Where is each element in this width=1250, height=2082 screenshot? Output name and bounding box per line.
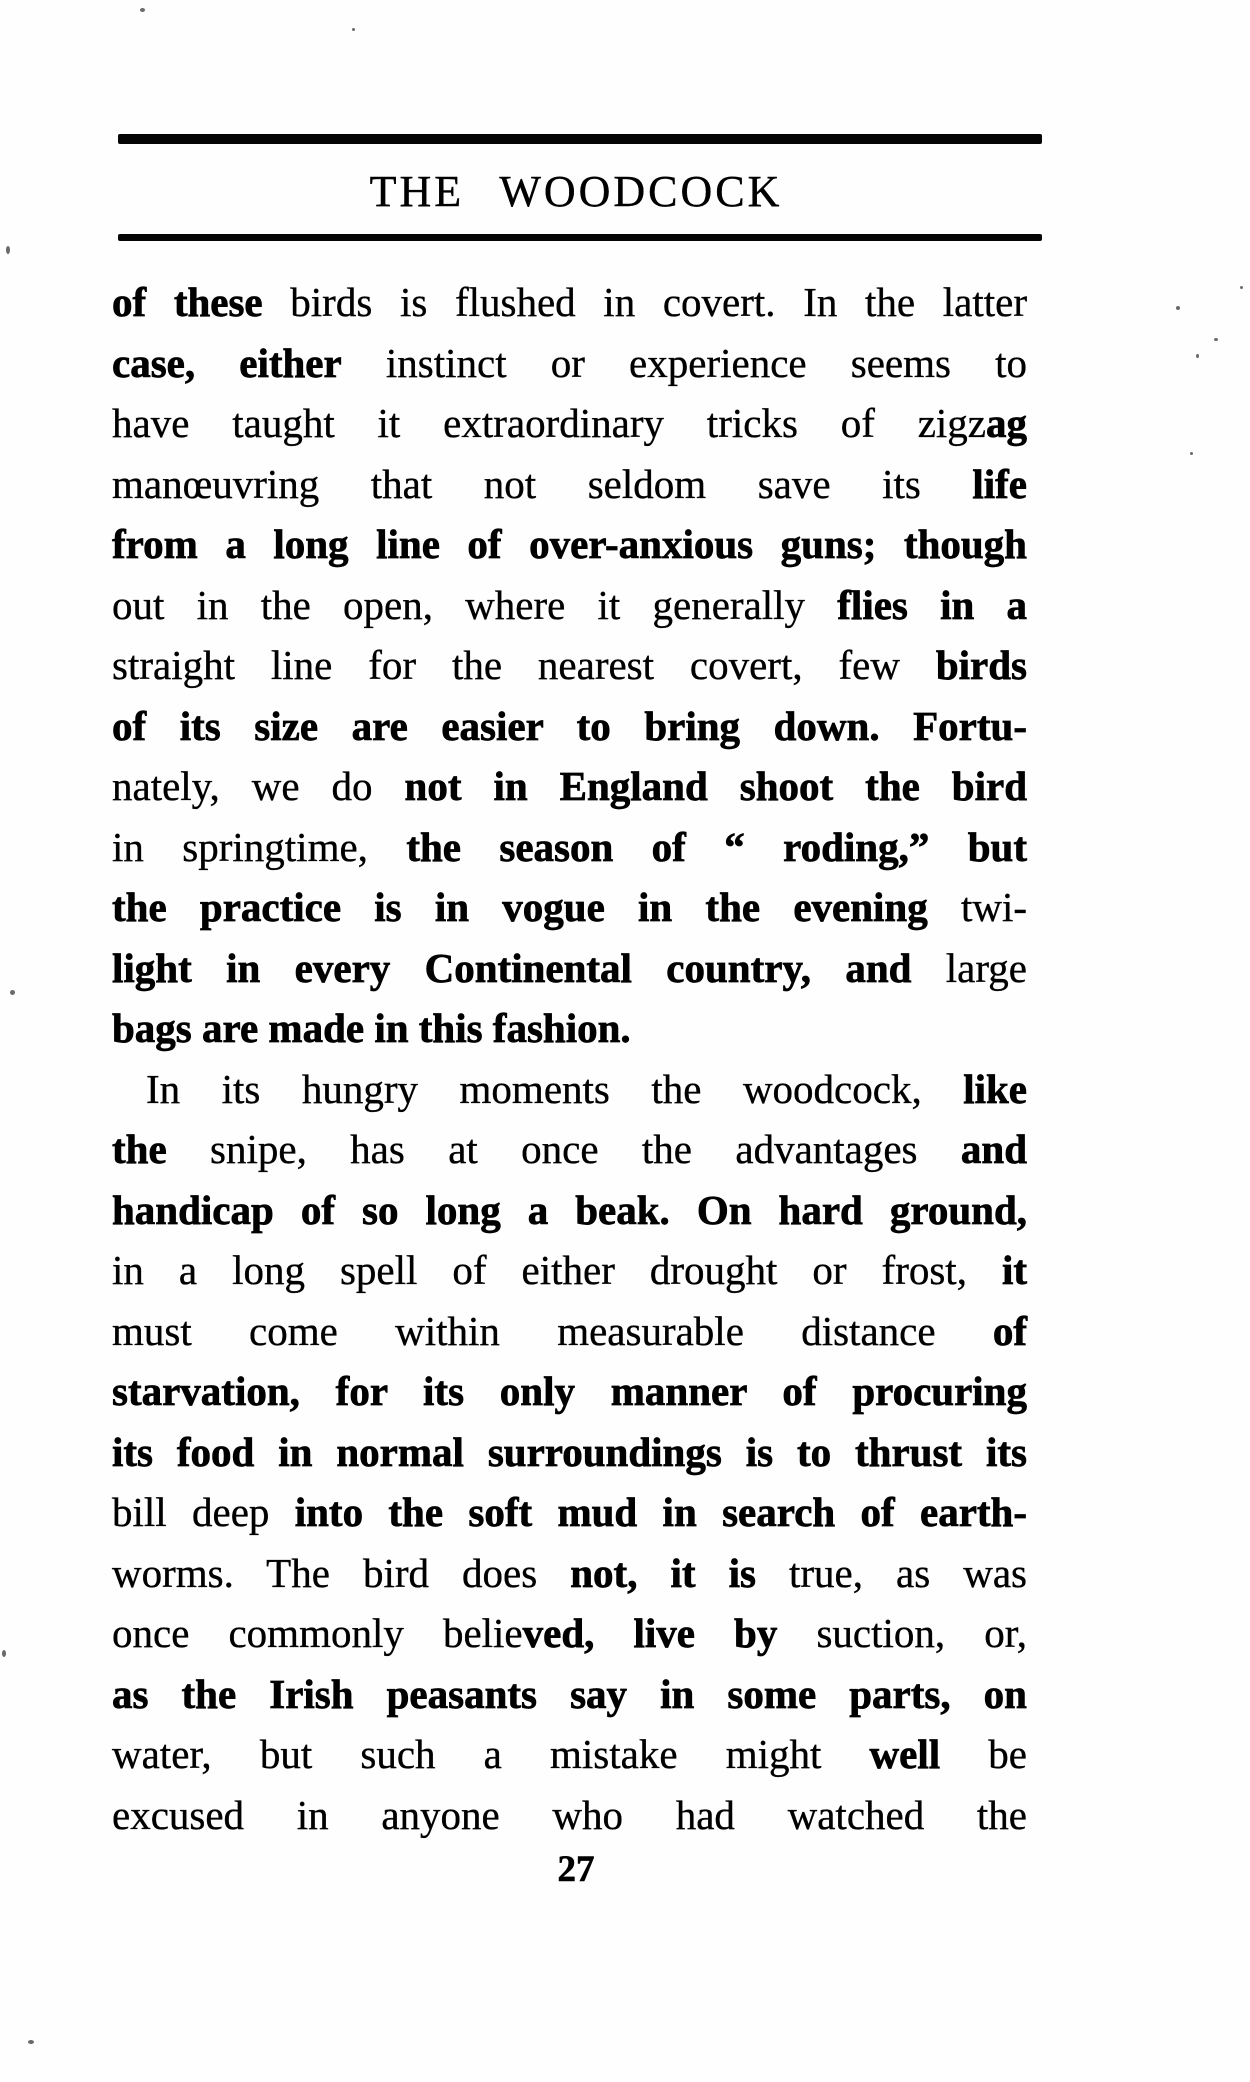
text-line xyxy=(112,1543,1027,1604)
text-line xyxy=(112,817,1027,878)
text-line xyxy=(112,1603,1027,1664)
text-segment: nately, we do xyxy=(112,763,405,809)
text-segment: twi- xyxy=(927,884,1027,930)
text-line xyxy=(112,1422,1027,1483)
text-line xyxy=(112,756,1027,817)
text-segment: manœuvring that not seldom save its xyxy=(112,460,973,507)
text-segment: out in the open, where it generally xyxy=(112,581,838,628)
text-segment-heavy-ink: handicap of so long a beak. On hard ground, xyxy=(112,1186,1027,1233)
text-segment-heavy-ink: not in England shoot the bird xyxy=(404,763,1027,809)
header-rule-top xyxy=(118,134,1042,144)
text-line xyxy=(112,514,1027,575)
text-segment-heavy-ink: ag xyxy=(986,400,1027,446)
text-segment-heavy-ink: of these xyxy=(112,279,263,325)
text-segment: true, as was xyxy=(755,1549,1027,1596)
text-segment-heavy-ink: as the Irish peasants say in some parts, on xyxy=(112,1670,1027,1717)
text-line xyxy=(112,575,1027,636)
text-line xyxy=(112,1240,1027,1301)
text-line xyxy=(112,1180,1027,1241)
text-segment-heavy-ink: it xyxy=(1001,1247,1027,1293)
text-segment: have taught it extraordinary tricks of zigz xyxy=(112,400,986,446)
scan-speckle xyxy=(10,990,15,995)
page-number: 27 xyxy=(557,1849,595,1890)
text-line xyxy=(112,272,1027,333)
text-segment: birds is flushed in covert. In the latter xyxy=(262,279,1027,325)
text-line xyxy=(112,1361,1027,1422)
text-segment-heavy-ink: flies in a xyxy=(837,581,1027,628)
text-segment: snipe, has at once the advantages xyxy=(166,1126,961,1172)
text-line xyxy=(112,877,1027,938)
text-line xyxy=(112,1059,1027,1120)
text-segment: in a long spell of either drought or frost, xyxy=(112,1247,1002,1293)
text-segment-heavy-ink: of xyxy=(992,1307,1027,1354)
text-segment: excused in anyone who had watched the xyxy=(112,1791,1027,1838)
scan-speckle xyxy=(1196,354,1199,358)
text-segment: straight line for the nearest covert, few xyxy=(112,642,936,688)
text-segment-heavy-ink: not, it is xyxy=(570,1549,756,1596)
text-line xyxy=(112,938,1027,999)
text-line xyxy=(112,696,1027,757)
scan-speckle xyxy=(1240,286,1243,289)
text-segment-heavy-ink: light in every Continental country, and xyxy=(112,944,912,991)
text-segment-heavy-ink: from a long line of over-anxious guns; though xyxy=(112,521,1027,567)
text-segment-heavy-ink: starvation, for its only manner of procuring xyxy=(112,1368,1027,1414)
text-segment: large xyxy=(911,944,1027,991)
text-line xyxy=(112,998,1027,1059)
text-segment-heavy-ink: into the soft mud in search of earth- xyxy=(294,1489,1028,1535)
text-segment: suction, or, xyxy=(777,1610,1027,1656)
text-segment: water, but such a mistake might xyxy=(112,1731,870,1777)
scan-speckle xyxy=(28,2040,34,2044)
text-segment-heavy-ink: birds xyxy=(935,642,1027,688)
text-segment: must come within measurable distance xyxy=(112,1307,993,1354)
text-segment-heavy-ink: of its size are easier to bring down. Fortu- xyxy=(112,702,1027,749)
text-segment-heavy-ink: bags are made in this fashion. xyxy=(112,1005,631,1051)
text-line xyxy=(112,333,1027,394)
text-segment-heavy-ink: life xyxy=(972,460,1027,507)
text-segment-heavy-ink: the practice is in vogue in the evening xyxy=(112,884,928,930)
text-segment: worms. The bird does xyxy=(112,1549,571,1596)
text-segment: bill deep xyxy=(112,1489,295,1535)
scan-speckle xyxy=(1176,306,1180,310)
text-line xyxy=(112,393,1027,454)
text-segment-heavy-ink: the season of “ roding,” but xyxy=(406,823,1027,870)
text-segment: instinct or experience seems to xyxy=(341,339,1027,386)
scan-speckle xyxy=(352,28,355,31)
text-segment: In its hungry moments the woodcock, xyxy=(146,1065,964,1112)
page-text xyxy=(112,272,1027,1845)
text-line xyxy=(112,1482,1027,1543)
text-segment-heavy-ink: the xyxy=(112,1126,167,1172)
scan-speckle xyxy=(1214,338,1218,341)
header-rule-bottom xyxy=(118,234,1042,241)
text-line xyxy=(112,1785,1027,1846)
text-line xyxy=(112,1664,1027,1725)
text-line xyxy=(112,1724,1027,1785)
text-segment-heavy-ink: its food in normal surroundings is to thrust its xyxy=(112,1428,1027,1475)
text-line xyxy=(112,1119,1027,1180)
text-line xyxy=(112,635,1027,696)
text-segment: in springtime, xyxy=(112,823,407,870)
scan-speckle xyxy=(140,8,145,12)
text-line xyxy=(112,1301,1027,1362)
text-line xyxy=(112,454,1027,515)
scan-speckle xyxy=(1190,452,1193,455)
page-title: THE WOODCOCK xyxy=(369,167,783,216)
text-segment-heavy-ink: like xyxy=(963,1065,1027,1112)
text-segment-heavy-ink: case, either xyxy=(112,339,342,386)
text-segment-heavy-ink: well xyxy=(869,1731,941,1777)
text-segment-heavy-ink: and xyxy=(960,1126,1027,1172)
text-segment: once commonly belie xyxy=(112,1610,523,1656)
text-segment: be xyxy=(940,1731,1027,1777)
scan-speckle xyxy=(2,1650,6,1657)
text-segment-heavy-ink: ved, live by xyxy=(522,1610,778,1656)
scan-speckle xyxy=(6,246,10,254)
